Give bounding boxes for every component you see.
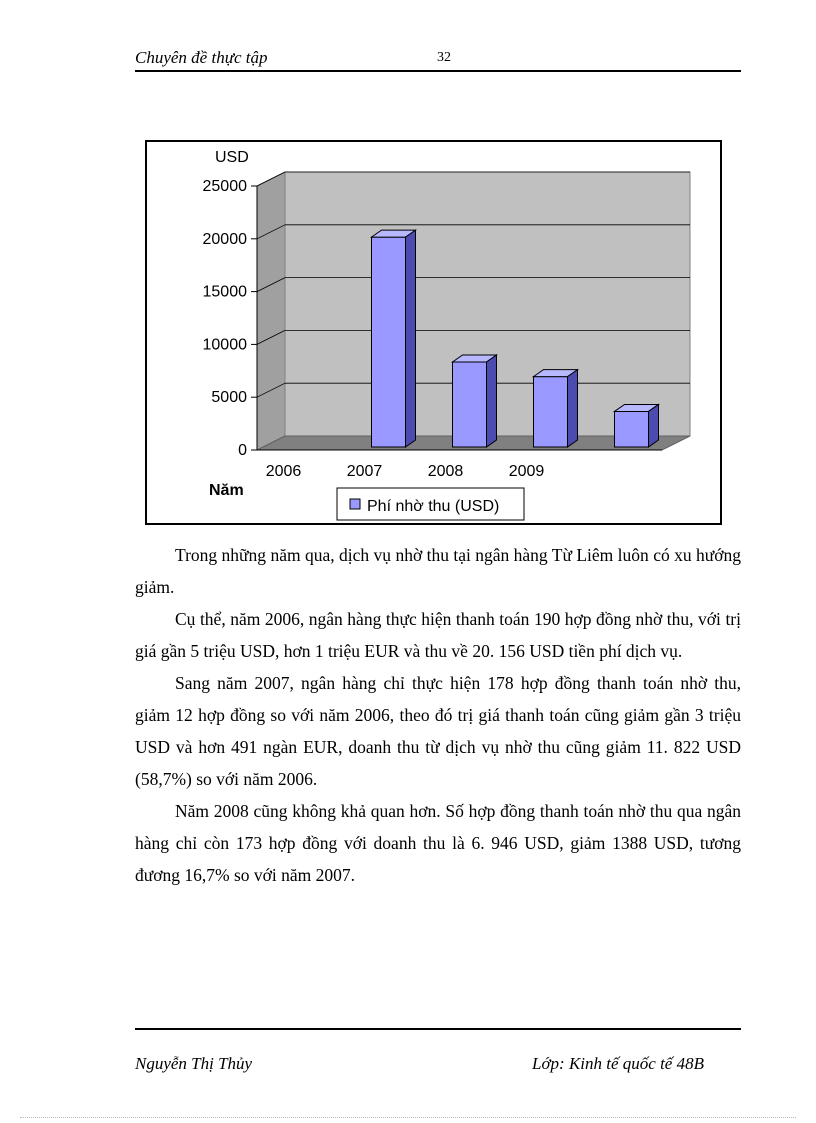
page-bottom-border [20, 1117, 796, 1118]
legend-label: Phí nhờ thu (USD) [367, 498, 500, 515]
page-number: 32 [437, 50, 451, 65]
legend-swatch [350, 499, 360, 509]
bar-2009 [534, 377, 568, 447]
bar-side [568, 370, 578, 447]
chart-frame [145, 140, 722, 525]
footer-class: Lớp: Kinh tế quốc tế 48B [532, 1054, 704, 1073]
bar-chart [147, 142, 720, 523]
paragraph-4: Năm 2008 cũng không khả quan hơn. Số hợp đồng thanh toán nhờ thu qua ngân hàng chỉ còn 173 hợp đồng với doanh thu là 6. 946 USD, giảm 1388 USD, tương đương 16,7% so với năm 2007. [135, 801, 741, 885]
bar-2008 [453, 362, 487, 447]
bar-side [649, 404, 659, 447]
paragraph-1: Trong những năm qua, dịch vụ nhờ thu tại ngân hàng Từ Liêm luôn có xu hướng giảm. [135, 545, 741, 597]
y-tick-label: 5000 [211, 389, 247, 407]
bar-item-5 [615, 411, 649, 447]
document-header-title: Chuyên đề thực tập [135, 48, 268, 67]
body-text [135, 539, 741, 891]
y-axis-label: USD [215, 149, 249, 166]
footer-divider [135, 1028, 741, 1030]
paragraph-2: Cụ thể, năm 2006, ngân hàng thực hiện thanh toán 190 hợp đồng nhờ thu, với trị giá gần 5 triệu USD, hơn 1 triệu EUR và thu về 20. 156 USD tiền phí dịch vụ. [135, 609, 741, 661]
footer-author: Nguyễn Thị Thủy [135, 1054, 253, 1073]
x-tick-label: 2009 [508, 463, 545, 480]
x-tick-label: 2006 [265, 463, 302, 480]
bar-side [487, 355, 497, 447]
bar-side [406, 230, 416, 447]
x-tick-label: 2007 [346, 463, 383, 480]
paragraph-3: Sang năm 2007, ngân hàng chỉ thực hiện 178 hợp đồng thanh toán nhờ thu, giảm 12 hợp đồng so với năm 2006, theo đó trị giá thanh toán cũng giảm gần 3 triệu USD và hơn 491 ngàn EUR, doanh thu từ dịch vụ nhờ thu cũng giảm 11. 822 USD (58,7%) so với năm 2006. [135, 673, 741, 789]
x-tick-label: 2008 [427, 463, 464, 480]
bar-2007 [372, 237, 406, 447]
x-axis-label: Năm [209, 482, 244, 499]
chart-legend [337, 488, 524, 520]
y-tick-label: 25000 [202, 178, 247, 195]
y-tick-label: 15000 [202, 283, 247, 301]
header-divider [135, 70, 741, 72]
y-tick-label: 10000 [202, 336, 247, 354]
y-tick-label: 0 [238, 442, 247, 459]
chart-side-wall [257, 172, 285, 450]
y-tick-label: 20000 [202, 230, 247, 248]
